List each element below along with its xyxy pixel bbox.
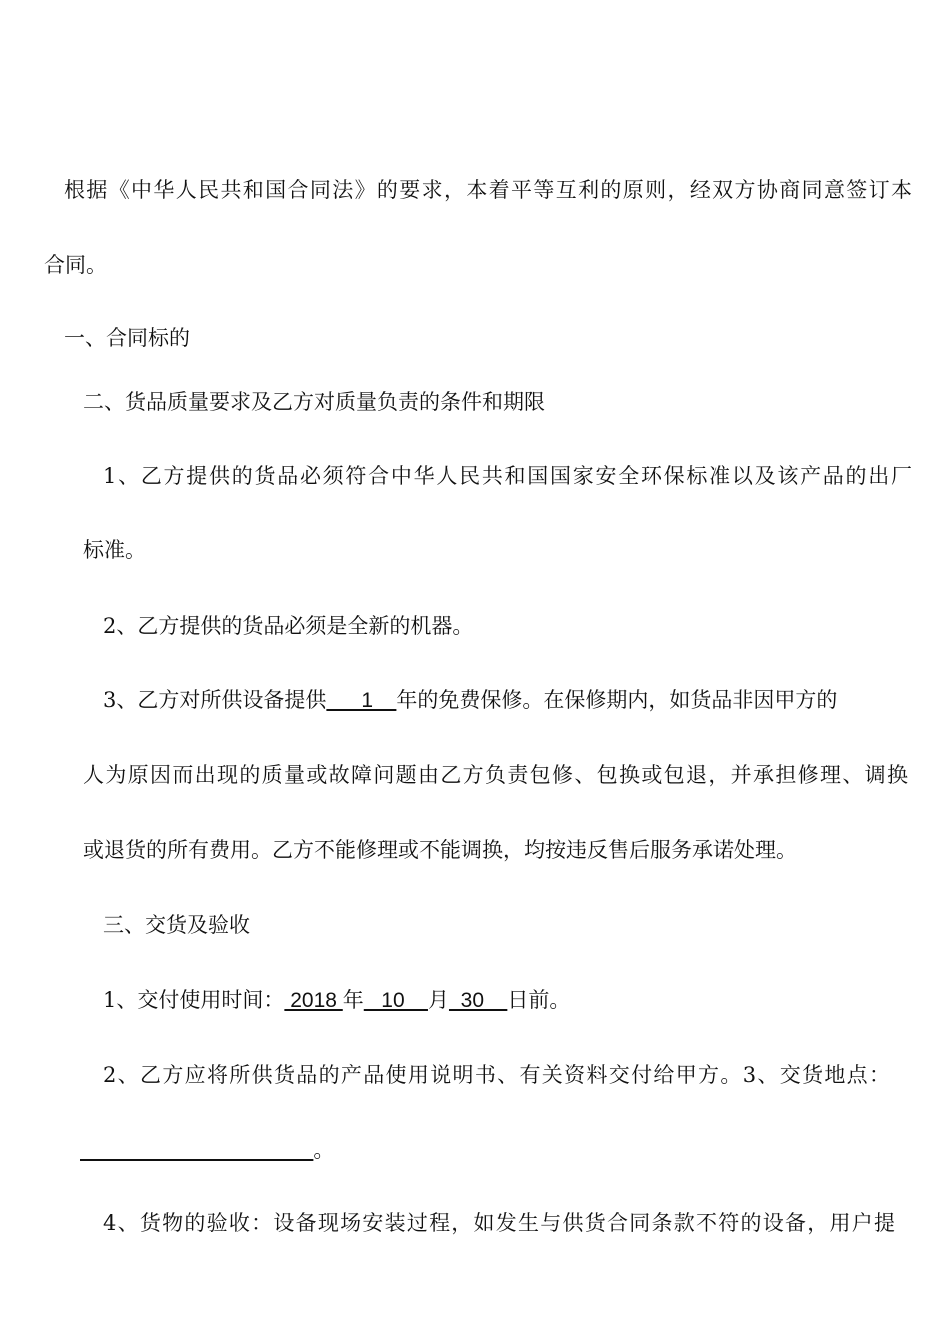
day-label: 日前。 <box>507 988 571 1012</box>
intro-line-2: 合同。 <box>44 253 107 277</box>
delivery-address-field <box>80 1139 313 1162</box>
section-2-item-1: 1、乙方提供的货品必须符合中华人民共和国国家安全环保标准以及该产品的出厂 <box>103 464 912 488</box>
intro-line-1: 根据《中华人民共和国合同法》的要求，本着平等互利的原则，经双方协商同意签订本 <box>64 178 912 202</box>
item-3-prefix: 3、乙方对所供设备提供 <box>103 688 327 712</box>
section-1-heading: 一、合同标的 <box>64 326 190 350</box>
warranty-years-field: 1 <box>326 689 397 712</box>
month-label: 月 <box>427 988 449 1012</box>
section-3-heading: 三、交货及验收 <box>103 913 250 937</box>
delivery-day-field: 30 <box>448 989 508 1012</box>
year-label: 年 <box>342 988 364 1012</box>
section-3-item-4: 4、货物的验收：设备现场安装过程，如发生与供货合同条款不符的设备，用户提 <box>103 1211 895 1235</box>
section-2-item-2: 2、乙方提供的货品必须是全新的机器。 <box>103 614 474 638</box>
delivery-address-line <box>80 1135 334 1166</box>
delivery-time-label: 1、交付使用时间： <box>103 988 285 1012</box>
section-2-item-3-line-2: 人为原因而出现的质量或故障问题由乙方负责包修、包换或包退，并承担修理、调换 <box>83 763 908 787</box>
section-2-item-3 <box>103 685 837 716</box>
section-3-item-1 <box>103 985 570 1016</box>
address-end: 。 <box>313 1138 335 1162</box>
delivery-month-field: 10 <box>363 989 428 1012</box>
section-2-heading: 二、货品质量要求及乙方对质量负责的条件和期限 <box>83 390 545 414</box>
section-3-item-2: 2、乙方应将所供货品的产品使用说明书、有关资料交付给甲方。3、交货地点： <box>103 1063 890 1087</box>
section-2-item-1-cont: 标准。 <box>83 538 146 562</box>
delivery-year-field: 2018 <box>284 989 343 1012</box>
section-2-item-3-line-3: 或退货的所有费用。乙方不能修理或不能调换，均按违反售后服务承诺处理。 <box>83 838 797 862</box>
item-3-suffix: 年的免费保修。在保修期内，如货品非因甲方的 <box>396 688 838 712</box>
